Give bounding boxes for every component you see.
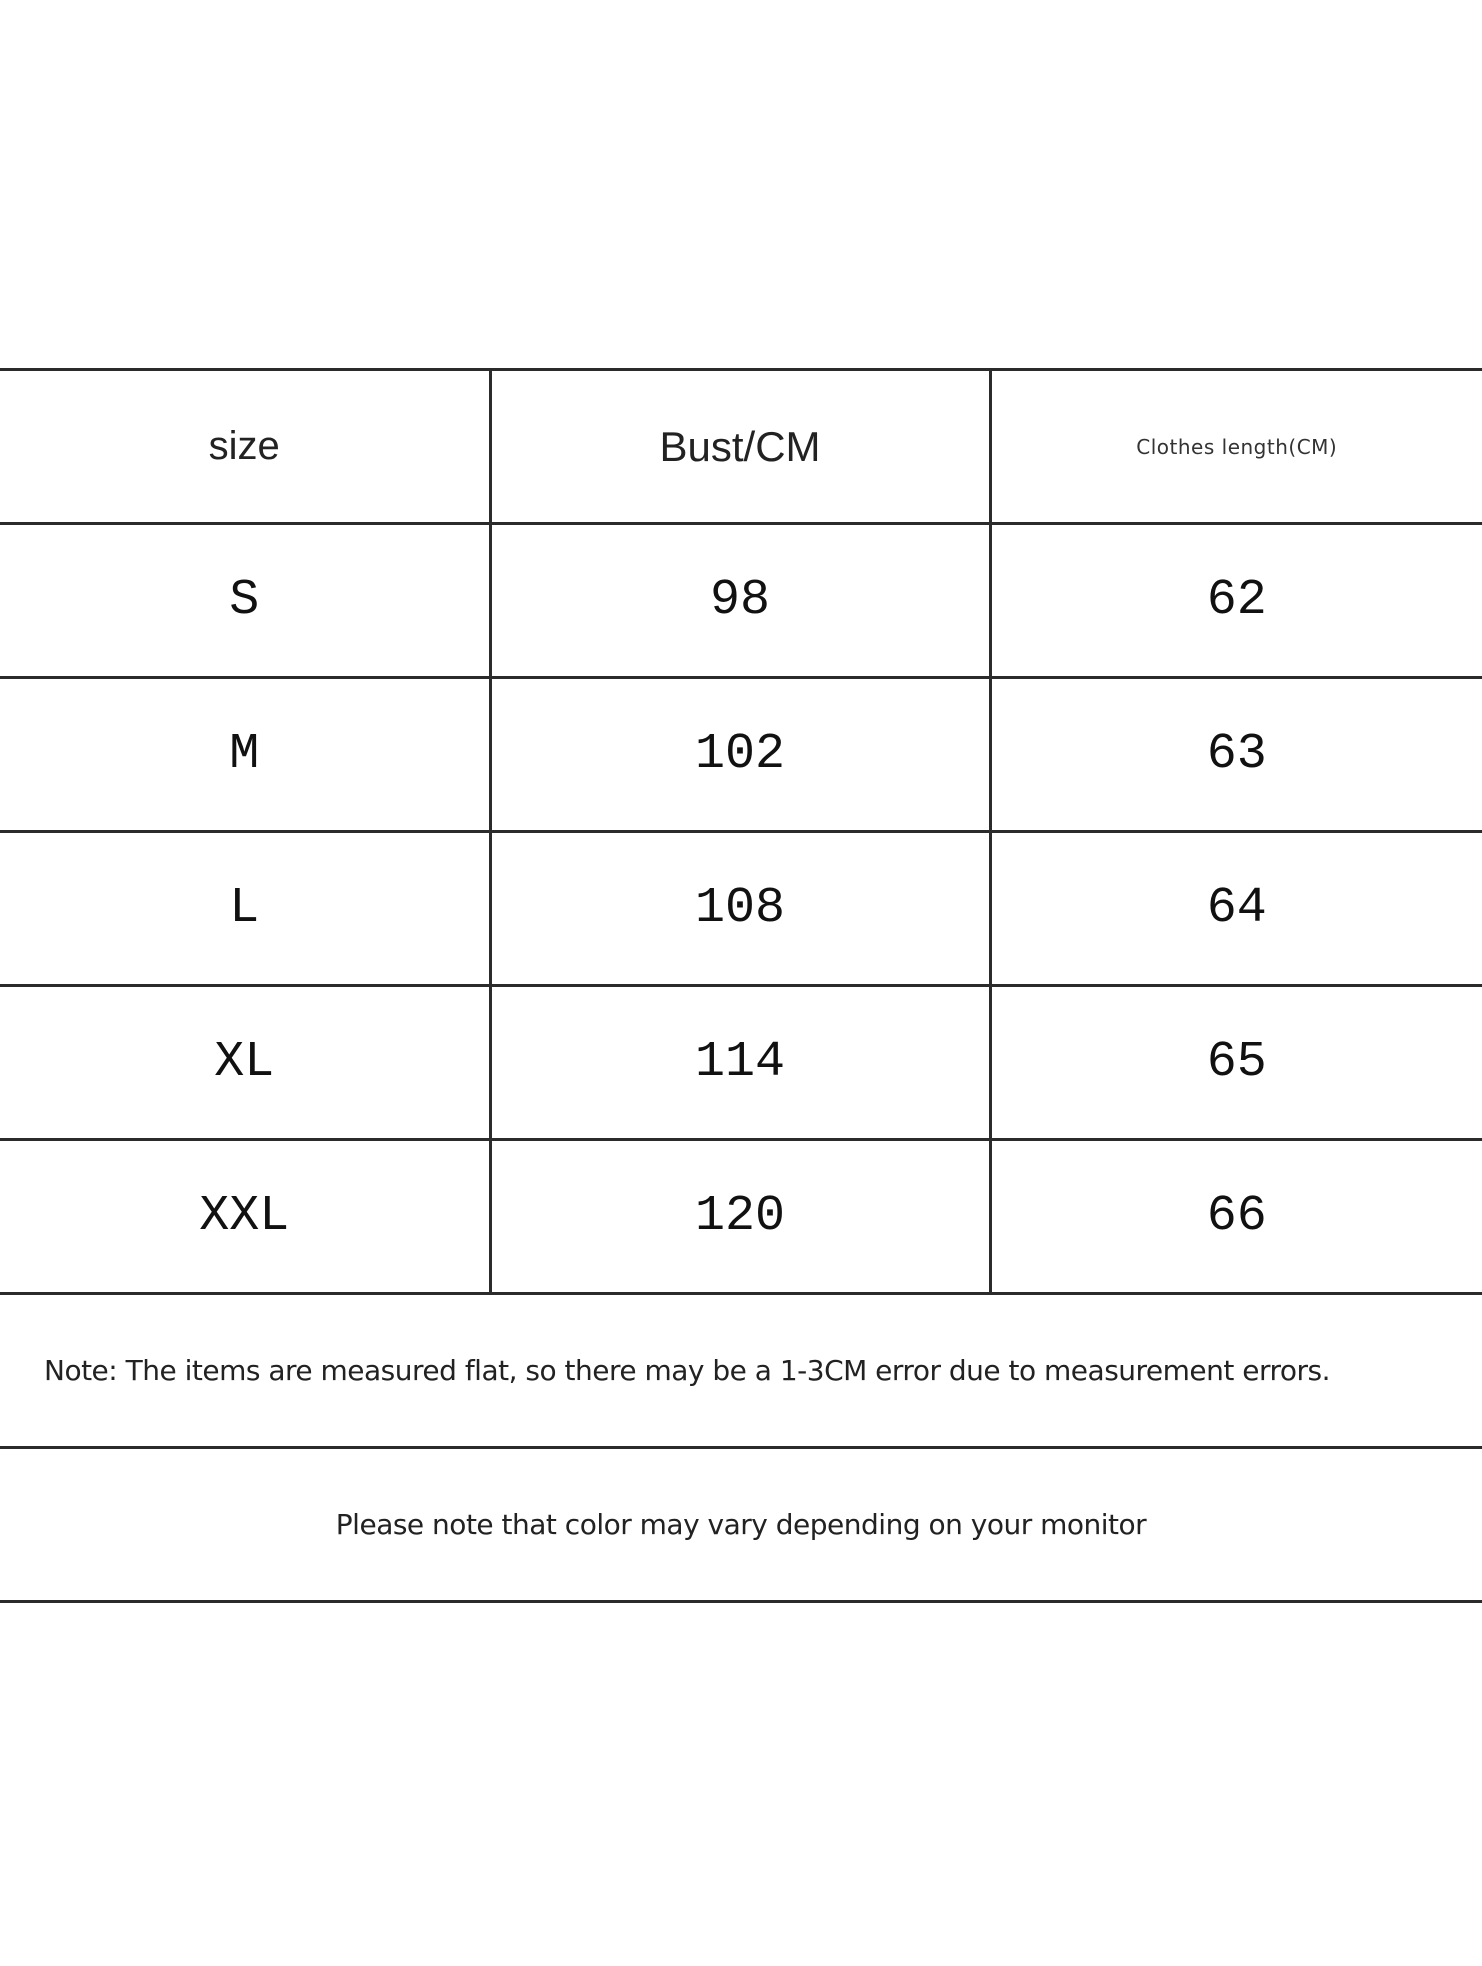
note-color-text: Please note that color may vary depending on your monitor [0, 1448, 1482, 1602]
cell-length: 63 [990, 678, 1482, 832]
cell-bust: 114 [490, 986, 990, 1140]
cell-length: 66 [990, 1140, 1482, 1294]
cell-size: XL [0, 986, 490, 1140]
table-row [0, 832, 1482, 986]
cell-size: S [0, 524, 490, 678]
table-row [0, 986, 1482, 1140]
header-size: size [0, 370, 490, 524]
note-row-color [0, 1448, 1482, 1602]
header-bust: Bust/CM [490, 370, 990, 524]
cell-bust: 102 [490, 678, 990, 832]
cell-length: 62 [990, 524, 1482, 678]
cell-bust: 120 [490, 1140, 990, 1294]
cell-size: L [0, 832, 490, 986]
cell-length: 64 [990, 832, 1482, 986]
cell-length: 65 [990, 986, 1482, 1140]
table-row [0, 524, 1482, 678]
note-row-measurement [0, 1294, 1482, 1448]
note-measurement-text: Note: The items are measured flat, so there may be a 1-3CM error due to measurement errors. [0, 1294, 1482, 1448]
cell-bust: 108 [490, 832, 990, 986]
header-clothes-length: Clothes length(CM) [990, 370, 1482, 524]
cell-bust: 98 [490, 524, 990, 678]
table-row [0, 678, 1482, 832]
size-chart-table [0, 368, 1482, 1603]
table-row [0, 1140, 1482, 1294]
cell-size: M [0, 678, 490, 832]
table-header-row [0, 370, 1482, 524]
cell-size: XXL [0, 1140, 490, 1294]
